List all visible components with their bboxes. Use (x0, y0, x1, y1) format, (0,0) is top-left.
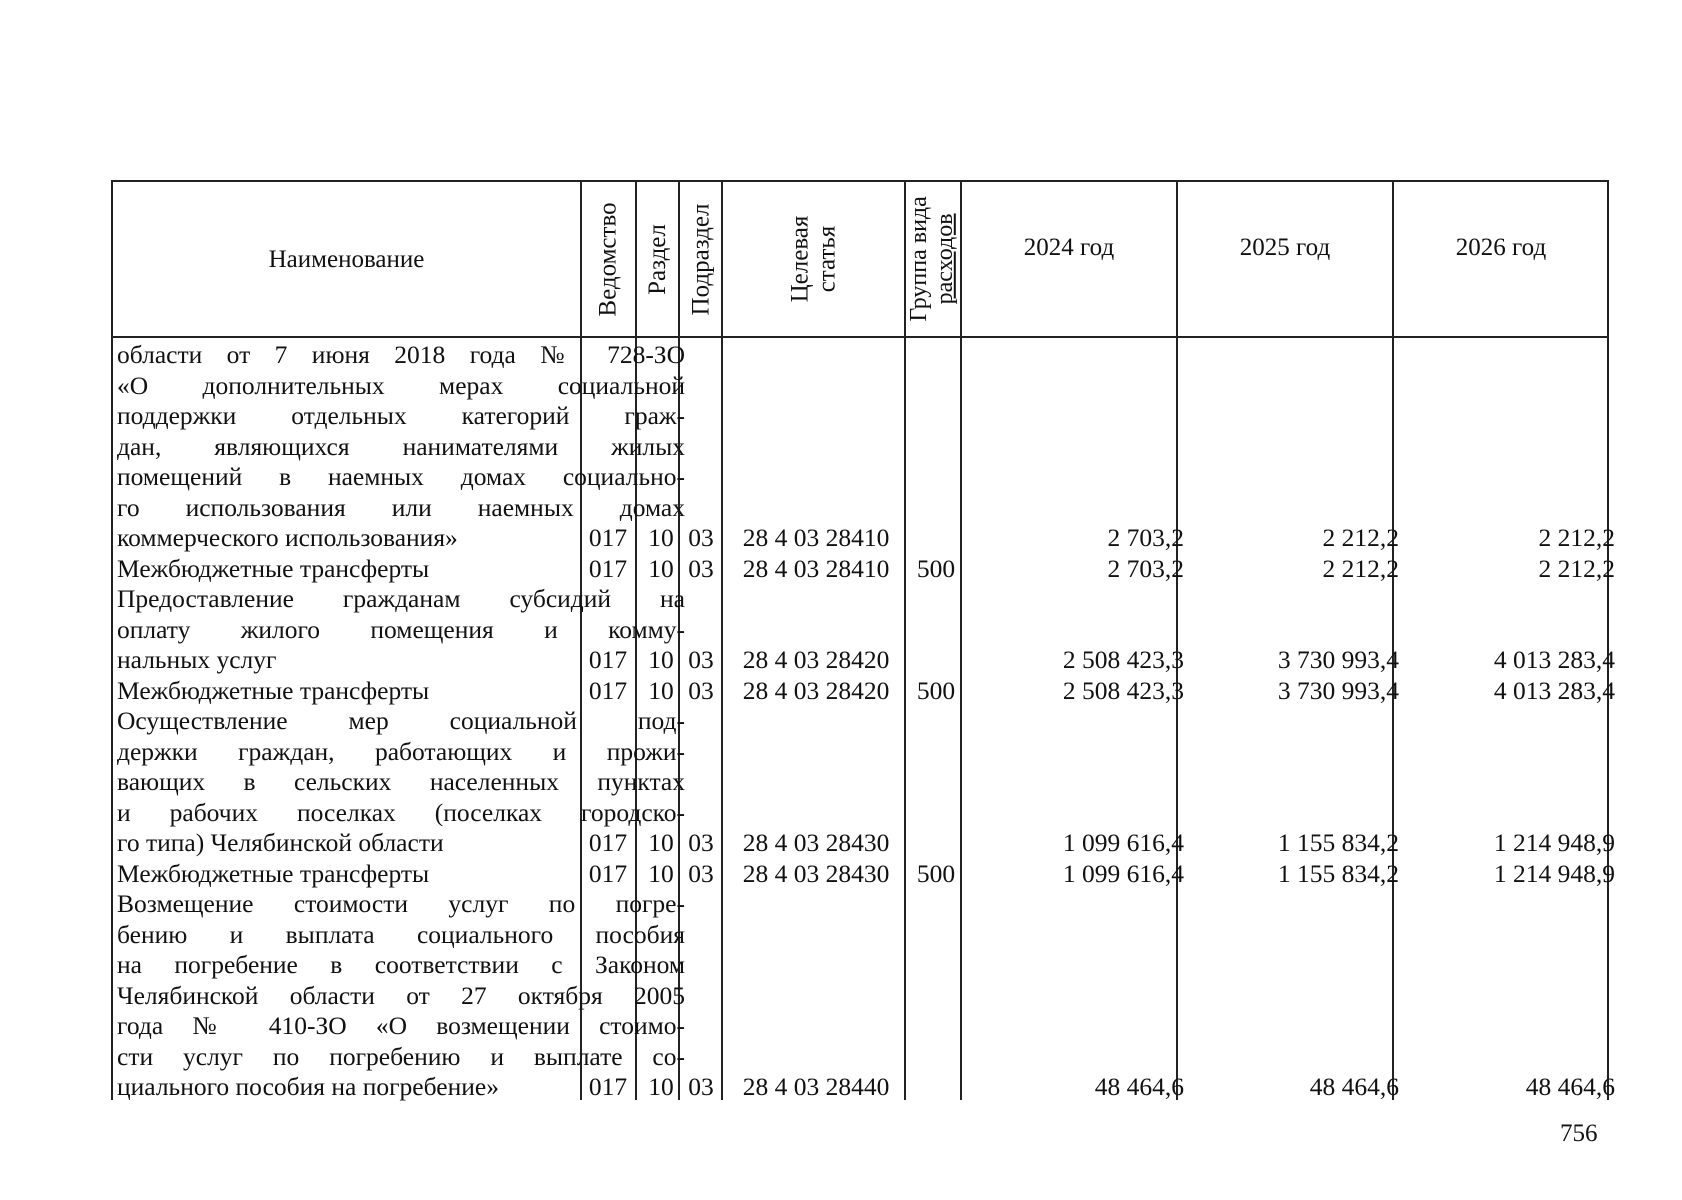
cell-celevaya: 28 4 03 28430 (742, 828, 890, 857)
cell-2025: 3 730 993,4 (1277, 675, 1399, 705)
row-name-line: Челябинской области от 27 октября 2005 (117, 980, 685, 1010)
row-name-line: области от 7 июня 2018 года № 728-ЗО (117, 340, 685, 369)
cell-2025: 1 155 834,2 (1277, 858, 1399, 888)
cell-2024: 2 703,2 (1107, 553, 1184, 583)
header-2024 (962, 182, 1176, 312)
row-name-line: циального пособия на погребение» (117, 1072, 499, 1101)
row-name-line: дан, являющихся нанимателями жилых (117, 431, 685, 461)
cell-gruppa: 500 (916, 553, 956, 583)
row-name-line: «О дополнительных мерах социальной (117, 370, 685, 400)
header-celevaya-line1: Целевая (786, 215, 814, 303)
row-name-line: Межбюджетные трансферты (117, 858, 430, 888)
cell-razdel: 10 (648, 858, 674, 888)
cell-razdel: 10 (648, 675, 674, 705)
row-name-line: Осуществление мер социальной под- (117, 706, 685, 735)
cell-razdel: 10 (648, 1072, 674, 1101)
header-2024-label: 2024 год (1023, 233, 1115, 261)
cell-2024: 1 099 616,4 (1062, 828, 1184, 857)
cell-vedomstvo: 017 (588, 1072, 628, 1101)
cell-celevaya: 28 4 03 28440 (742, 1072, 890, 1101)
header-podrazdel-label: Подраздел (687, 203, 714, 315)
header-gruppa-label (907, 196, 959, 321)
row-name-line: го типа) Челябинской области (117, 828, 444, 857)
cell-razdel: 10 (648, 645, 674, 674)
table-row (111, 553, 1615, 585)
row-name-line: Возмещение стоимости услуг по погре- (117, 889, 685, 918)
cell-celevaya: 28 4 03 28410 (742, 523, 890, 552)
header-celevaya-label (786, 216, 840, 303)
cell-2024: 48 464,6 (1094, 1072, 1184, 1101)
row-name (117, 340, 685, 554)
cell-2025: 2 212,2 (1322, 523, 1399, 552)
header-name-label: Наименование (268, 245, 425, 273)
table-row (111, 675, 1615, 707)
header-gruppa-line2: расходов (932, 213, 958, 305)
header-2025-label: 2025 год (1239, 233, 1331, 261)
cell-podrazdel: 03 (688, 828, 714, 857)
cell-2024: 2 508 423,3 (1062, 645, 1184, 674)
cell-gruppa: 500 (916, 858, 956, 888)
cell-razdel: 10 (648, 828, 674, 857)
header-name (113, 182, 580, 336)
header-podrazdel (680, 182, 721, 336)
row-name-line: го использования или наемных домах (117, 492, 685, 522)
row-name-line: и рабочих поселках (поселках городско- (117, 797, 685, 827)
header-2026-label: 2026 год (1455, 233, 1547, 261)
cell-celevaya: 28 4 03 28430 (742, 858, 890, 888)
row-name-line: бению и выплата социального пособия (117, 919, 685, 949)
cell-2025: 3 730 993,4 (1277, 645, 1399, 674)
cell-2025: 2 212,2 (1322, 553, 1399, 583)
row-name-line: нальных услуг (117, 645, 277, 674)
header-razdel-label: Раздел (644, 223, 671, 295)
table-row (111, 584, 1615, 676)
cell-celevaya: 28 4 03 28420 (742, 675, 890, 705)
cell-celevaya: 28 4 03 28410 (742, 553, 890, 583)
table-row (111, 889, 1615, 1103)
header-celevaya-line2: статья (813, 225, 841, 293)
cell-2026: 1 214 948,9 (1493, 828, 1615, 857)
row-name-line: помещений в наемных домах социально- (117, 462, 685, 491)
cell-2026: 2 212,2 (1538, 553, 1615, 583)
table-row (111, 858, 1615, 890)
cell-2026: 48 464,6 (1525, 1072, 1615, 1101)
row-name-line: сти услуг по погребению и выплате со- (117, 1041, 685, 1071)
header-2026 (1394, 182, 1608, 312)
cell-podrazdel: 03 (688, 1072, 714, 1101)
cell-vedomstvo: 017 (588, 553, 628, 583)
cell-razdel: 10 (648, 523, 674, 552)
cell-2025: 1 155 834,2 (1277, 828, 1399, 857)
header-2025 (1178, 182, 1392, 312)
cell-celevaya: 28 4 03 28420 (742, 645, 890, 674)
cell-gruppa: 500 (916, 675, 956, 705)
row-name (117, 889, 685, 1103)
header-vedomstvo-label: Ведомство (595, 201, 623, 317)
page-number: 756 (1560, 1120, 1598, 1147)
cell-podrazdel: 03 (688, 858, 714, 888)
cell-podrazdel: 03 (688, 675, 714, 705)
row-name-line: оплату жилого помещения и комму- (117, 614, 685, 644)
table-row (111, 706, 1615, 859)
cell-vedomstvo: 017 (588, 523, 628, 552)
header-celevaya (723, 182, 904, 336)
row-name-line: вающих в сельских населенных пунктах (117, 767, 685, 796)
header-gruppa (906, 182, 960, 336)
cell-vedomstvo: 017 (588, 858, 628, 888)
cell-2024: 2 703,2 (1107, 523, 1184, 552)
header-vedomstvo (582, 182, 635, 336)
cell-podrazdel: 03 (688, 645, 714, 674)
row-name-line: Межбюджетные трансферты (117, 675, 430, 705)
row-name-line: держки граждан, работающих и прожи- (117, 736, 685, 766)
header-razdel (637, 182, 678, 336)
cell-razdel: 10 (648, 553, 674, 583)
cell-podrazdel: 03 (688, 523, 714, 552)
row-name-line: коммерческого использования» (117, 523, 458, 552)
table-row (111, 340, 1615, 554)
cell-2024: 2 508 423,3 (1062, 675, 1184, 705)
cell-vedomstvo: 017 (588, 828, 628, 857)
cell-podrazdel: 03 (688, 553, 714, 583)
cell-2026: 4 013 283,4 (1493, 675, 1615, 705)
cell-2026: 2 212,2 (1538, 523, 1615, 552)
row-name-line: Межбюджетные трансферты (117, 553, 430, 583)
row-name-line: на погребение в соответствии с Законом (117, 950, 685, 979)
cell-vedomstvo: 017 (588, 675, 628, 705)
header-gruppa-line1: Группа вида (906, 196, 933, 322)
row-name-line: Предоставление гражданам субсидий на (117, 584, 685, 613)
row-name-line: года № 410-ЗО «О возмещении стоимо- (117, 1011, 685, 1040)
cell-vedomstvo: 017 (588, 645, 628, 674)
header-separator (111, 336, 1609, 338)
cell-2024: 1 099 616,4 (1062, 858, 1184, 888)
row-name-line: поддержки отдельных категорий граж- (117, 401, 685, 430)
cell-2025: 48 464,6 (1309, 1072, 1399, 1101)
cell-2026: 1 214 948,9 (1493, 858, 1615, 888)
cell-2026: 4 013 283,4 (1493, 645, 1615, 674)
